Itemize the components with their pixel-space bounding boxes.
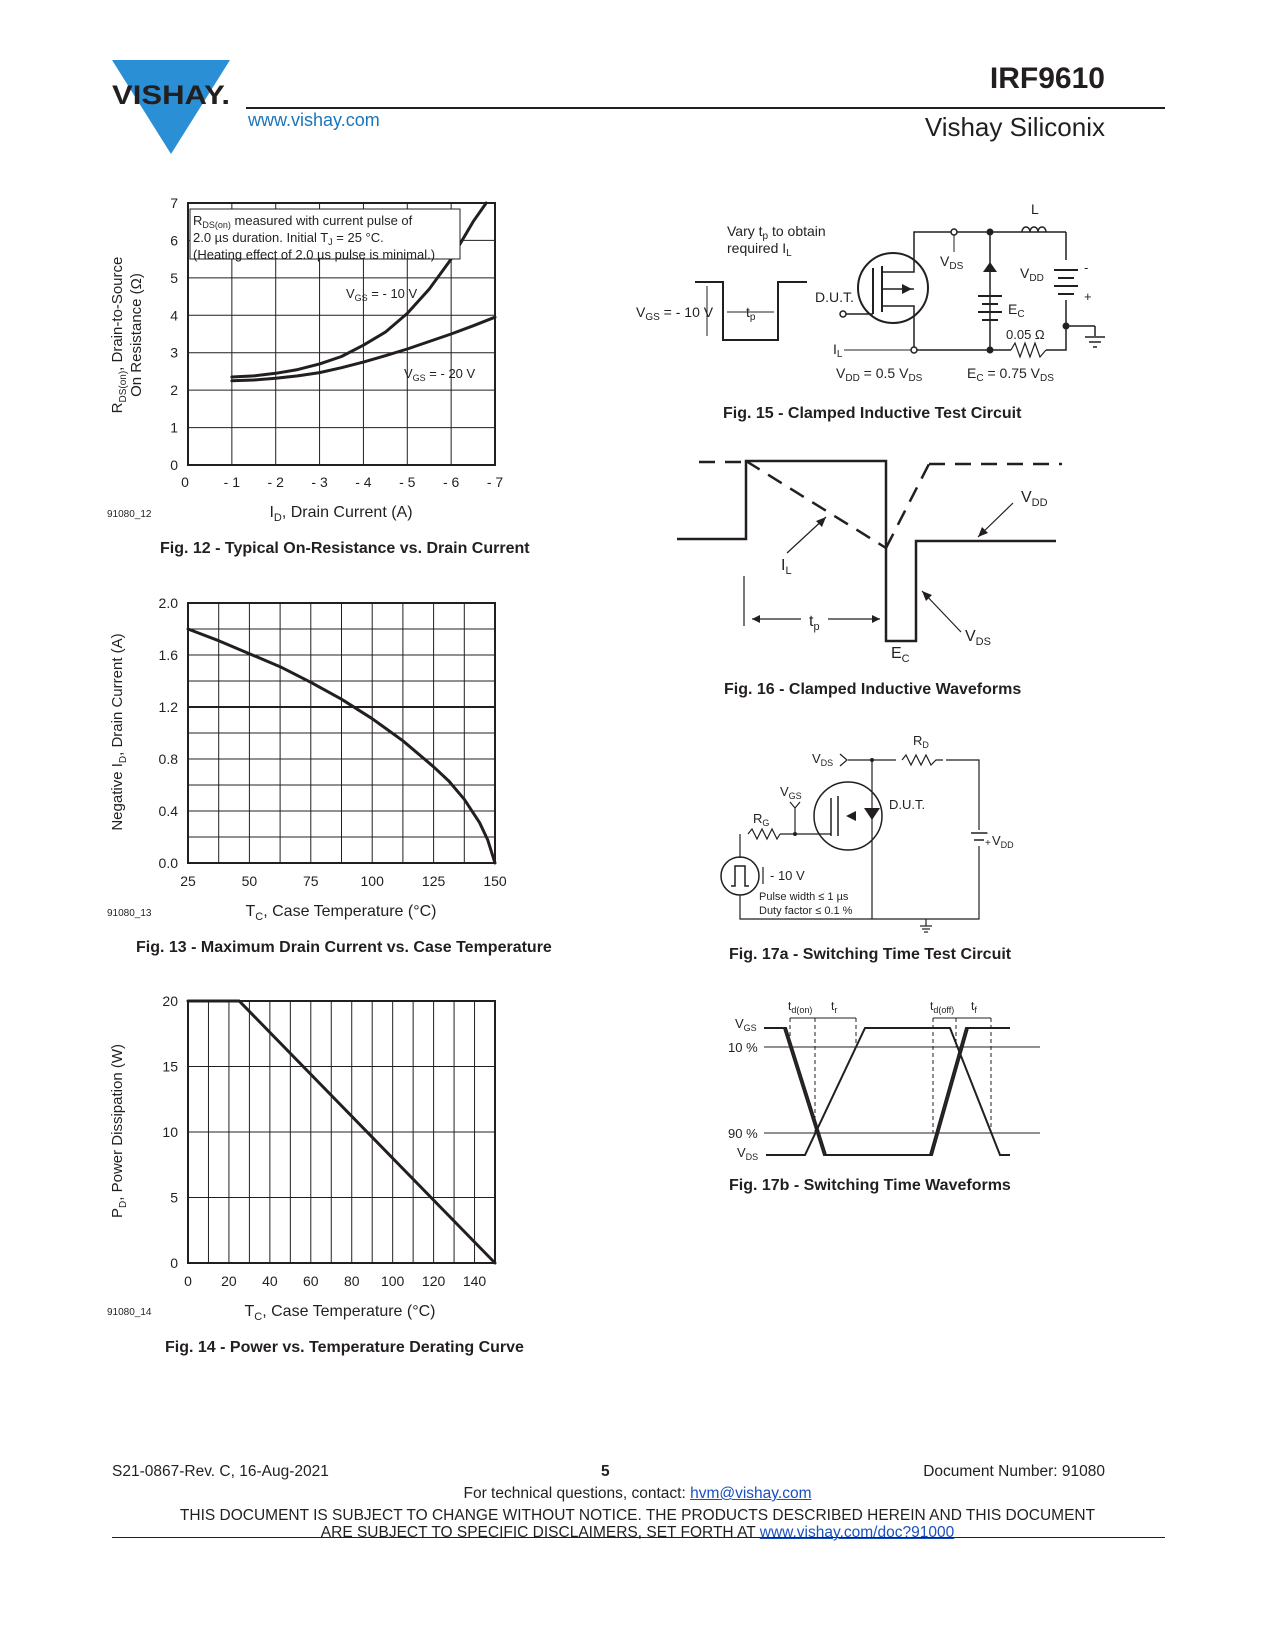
f12-ytick-label: 6: [170, 232, 178, 249]
fig16-vds-label: $V_{DS}$: [965, 628, 991, 648]
f13-xtick-label: 150: [483, 873, 507, 889]
footer-disclaimer-line1: THIS DOCUMENT IS SUBJECT TO CHANGE WITHOUT NOTICE. THE PRODUCTS DESCRIBED HEREIN AND THIS DOCUMENT: [179, 1507, 1096, 1524]
fig13-grid: [188, 603, 495, 863]
fig17a-pulse-amp: - 10 V: [770, 868, 805, 883]
fig17a-body-arrow: [846, 811, 856, 821]
fig17b-tr-label: $t_r$: [831, 999, 838, 1015]
f12-xtick-label: - 3: [311, 474, 328, 490]
f12-xtick-label: - 2: [267, 474, 284, 490]
fig16-tp-label: $t_p$: [809, 613, 820, 633]
f12-ytick-label: 0: [170, 457, 178, 473]
fig15-clamp-diode: [983, 262, 997, 272]
fig16-waveforms: [670, 450, 1070, 670]
fig14-caption: Fig. 14 - Power vs. Temperature Derating Curve: [165, 1339, 524, 1356]
header-rule: [246, 107, 1165, 109]
fig17a-vds-label: $V_{DS}$: [812, 751, 834, 768]
f12-ytick-label: 1: [170, 419, 178, 436]
fig14-tick-labels: [162, 993, 486, 1289]
footer-doc-number: Document Number: 91080: [923, 1463, 1105, 1480]
fig16-caption: Fig. 16 - Clamped Inductive Waveforms: [724, 681, 1022, 698]
footer-contact-text: For technical questions, contact:: [463, 1485, 691, 1502]
fig15-body-arrow: [902, 284, 912, 294]
f12-xtick-label: - 4: [355, 474, 372, 490]
fig13-caption: Fig. 13 - Maximum Drain Current vs. Case Temperature: [136, 939, 552, 956]
fig15-mosfet-circle: [858, 253, 928, 323]
fig15-vary-line2: required $I_L$: [727, 240, 792, 259]
fig17a-vds-arrow: [840, 754, 847, 766]
fig16-ec-label: $E_C$: [891, 645, 910, 665]
footer-revision: S21-0867-Rev. C, 16-Aug-2021: [112, 1463, 329, 1480]
fig16-il-ramp: [746, 461, 886, 548]
fig17a-node-1: [870, 758, 874, 762]
fig17a-vdd-label: $V_{DD}$: [992, 833, 1014, 850]
fig17b-vds-label: $V_{DS}$: [737, 1145, 759, 1162]
fig17a-rd-resistor: [902, 755, 943, 765]
fig17a-caption: Fig. 17a - Switching Time Test Circuit: [729, 946, 1012, 963]
fig15-vdd-equation: $V_{DD} = 0.5$ $V_{DS}$: [836, 365, 923, 384]
fig17b-vgs-label: $V_{GS}$: [735, 1016, 757, 1033]
f12-ytick-label: 5: [170, 269, 178, 286]
f13-ytick-label: 0.0: [158, 855, 178, 871]
fig17a-rg-label: $R_G$: [753, 811, 770, 828]
fig12-xlabel: $I_D$, Drain Current (A): [269, 504, 413, 524]
f14-xtick-label: 0: [184, 1273, 192, 1289]
fig16-tp-head-right: [872, 615, 880, 623]
f14-xtick-label: 120: [421, 1273, 446, 1289]
f12-xtick-label: - 5: [399, 474, 416, 490]
fig17b-waveforms: [720, 992, 1050, 1172]
fig16-vgs-wave: [677, 461, 1056, 641]
fig14-grid: [188, 1001, 495, 1263]
fig14-code: 91080_14: [107, 1307, 152, 1318]
f14-xtick-label: 140: [462, 1273, 487, 1289]
fig17a-circuit: [712, 728, 1032, 938]
f14-ytick-label: 20: [162, 993, 178, 1009]
fig13-code: 91080_13: [107, 908, 152, 919]
fig17a-pulse-width: Pulse width ≤ 1 µs: [759, 891, 849, 903]
fig15-caption: Fig. 15 - Clamped Inductive Test Circuit: [723, 405, 1022, 422]
fig15-il-label: $I_L$: [833, 341, 843, 360]
fig15-circuit: [630, 195, 1110, 395]
fig17b-90pct-label: 90 %: [728, 1126, 758, 1141]
fig15-vds-label: $V_{DS}$: [940, 253, 964, 272]
fig12-note-line3: (Heating effect of 2.0 µs pulse is minimal.): [193, 247, 436, 262]
fig12-code: 91080_12: [107, 509, 152, 520]
fig17b-tdoff-label: $t_{d(off)}$: [930, 999, 955, 1015]
f12-ytick-label: 7: [170, 195, 178, 211]
f14-xtick-label: 40: [262, 1273, 278, 1289]
footer-disclaimer-link[interactable]: www.vishay.com/doc?91000: [759, 1524, 955, 1541]
fig15-res-label: 0.05 Ω: [1006, 327, 1045, 342]
fig17a-vgs-arrow: [790, 802, 800, 808]
fig15-node-2: [987, 229, 994, 236]
fig17a-duty: Duty factor ≤ 0.1 %: [759, 905, 853, 917]
fig17a-vgs-label: $V_{GS}$: [780, 784, 802, 801]
fig15-dut-label: D.U.T.: [815, 289, 854, 305]
footer-contact: [0, 1485, 1275, 1503]
fig15-minus: -: [1084, 260, 1089, 275]
footer-contact-email-link[interactable]: hvm@vishay.com: [690, 1485, 812, 1502]
f13-xtick-label: 100: [360, 873, 384, 889]
fig15-node-1: [951, 229, 957, 235]
footer-disclaimer-line2: [0, 1524, 1275, 1542]
fig17a-vdd-plus: +: [985, 838, 991, 849]
fig14-ylabel: $P_D$, Power Dissipation (W): [109, 1044, 129, 1218]
fig17a-rg-resistor: [748, 829, 780, 839]
fig15-resistor: [1011, 343, 1046, 357]
fig17a-body-diode: [864, 808, 880, 820]
f13-ytick-label: 0.8: [158, 751, 178, 767]
footer-disclaimer-text: ARE SUBJECT TO SPECIFIC DISCLAIMERS, SET FORTH AT: [320, 1524, 760, 1541]
fig12-note-line2: 2.0 µs duration. Initial $T_J = 25$ °C.: [193, 230, 384, 247]
fig14-chart: [100, 988, 540, 1333]
f13-xtick-label: 50: [241, 873, 258, 889]
f14-ytick-label: 5: [170, 1189, 178, 1206]
fig17b-tdon-label: $t_{d(on)}$: [788, 999, 813, 1015]
f14-ytick-label: 0: [170, 1255, 178, 1271]
f12-xtick-label: - 7: [486, 474, 504, 490]
fig17b-tf-label: $t_f$: [971, 999, 977, 1015]
fig15-l-label: L: [1031, 201, 1039, 217]
fig12-note-line1: $R_{DS(on)}$ measured with current pulse of: [193, 213, 413, 230]
fig17a-pulse-source: [721, 857, 759, 895]
fig13-ylabel: Negative $I_D$, Drain Current (A): [109, 633, 129, 831]
fig15-ec-label: $E_C$: [1008, 301, 1025, 320]
f13-xtick-label: 75: [303, 873, 319, 889]
fig16-il-fall: [886, 464, 929, 548]
f12-ytick-label: 2: [170, 382, 178, 399]
f13-ytick-label: 1.2: [158, 699, 178, 715]
f13-ytick-label: 1.6: [158, 647, 178, 663]
fig17a-vdd-minus: -: [985, 828, 989, 839]
f13-xtick-label: 125: [421, 873, 446, 889]
footer-page-number: 5: [601, 1463, 610, 1480]
fig17a-right-rail: [946, 760, 979, 830]
fig13-xlabel: $T_C$, Case Temperature (°C): [245, 903, 437, 923]
f14-xtick-label: 80: [343, 1273, 360, 1289]
f12-xtick-label: - 6: [442, 474, 460, 490]
fig17b-10pct-label: 10 %: [728, 1040, 758, 1055]
fig16-tp-head-left: [752, 615, 760, 623]
fig15-node-3: [911, 347, 917, 353]
fig15-vdd-label: $V_{DD}$: [1020, 265, 1044, 284]
fig15-source-drain: [882, 232, 1066, 272]
vishay-logo: [108, 56, 234, 156]
company-name: Vishay Siliconix: [924, 112, 1105, 142]
fig15-plus: +: [1084, 289, 1092, 304]
f14-xtick-label: 60: [303, 1273, 319, 1289]
f13-ytick-label: 0.4: [158, 803, 178, 819]
fig17a-node-2: [793, 832, 797, 836]
f14-xtick-label: 20: [221, 1273, 237, 1289]
fig16-il-label: $I_L$: [781, 557, 792, 577]
header-url-link[interactable]: www.vishay.com: [248, 110, 380, 130]
fig15-ec-equation: $E_C = 0.75$ $V_{DS}$: [967, 365, 1054, 384]
fig12-chart: [100, 195, 540, 535]
fig15-gate-node: [840, 311, 846, 317]
f13-xtick-label: 25: [180, 873, 196, 889]
f12-ytick-label: 4: [170, 307, 178, 324]
fig15-node-4: [987, 347, 994, 354]
fig16-vdd-label: $V_{DD}$: [1021, 489, 1048, 509]
f14-xtick-label: 100: [380, 1273, 405, 1289]
fig12-curve2-label: $V_{GS}$ = - 20 V: [404, 366, 476, 383]
fig15-tp-label: $t_p$: [746, 304, 756, 323]
fig12-ylabel-line1: $R_{DS(on)}$, Drain-to-Source: [109, 256, 129, 414]
fig15-vary-line1: Vary $t_p$ to obtain: [727, 223, 826, 242]
fig12-caption: Fig. 12 - Typical On-Resistance vs. Drain Current: [160, 540, 530, 557]
fig13-chart: [100, 590, 540, 930]
f13-ytick-label: 2.0: [158, 595, 178, 611]
f12-ytick-label: 3: [170, 344, 178, 361]
fig17a-rd-label: $R_D$: [913, 733, 929, 750]
f12-xtick-label: - 1: [223, 474, 241, 490]
fig14-xlabel: $T_C$, Case Temperature (°C): [244, 1303, 436, 1323]
fig12-curve1-label: $V_{GS}$ = - 10 V: [346, 286, 418, 303]
part-number: IRF9610: [989, 62, 1105, 95]
f14-ytick-label: 10: [162, 1124, 178, 1140]
fig15-node-5: [1063, 323, 1070, 330]
f12-xtick-label: 0: [181, 474, 189, 490]
fig17b-caption: Fig. 17b - Switching Time Waveforms: [729, 1177, 1011, 1194]
fig12-ylabel-line2: On Resistance (Ω): [128, 273, 145, 397]
f14-ytick-label: 15: [162, 1058, 178, 1075]
fig17a-dut-label: D.U.T.: [889, 797, 926, 812]
vishay-logo-text: VISHAY.: [112, 80, 230, 110]
fig17a-pulse-shape: [731, 866, 749, 886]
fig15-vgs-label: $V_{GS}$ = - 10 V: [636, 304, 714, 323]
